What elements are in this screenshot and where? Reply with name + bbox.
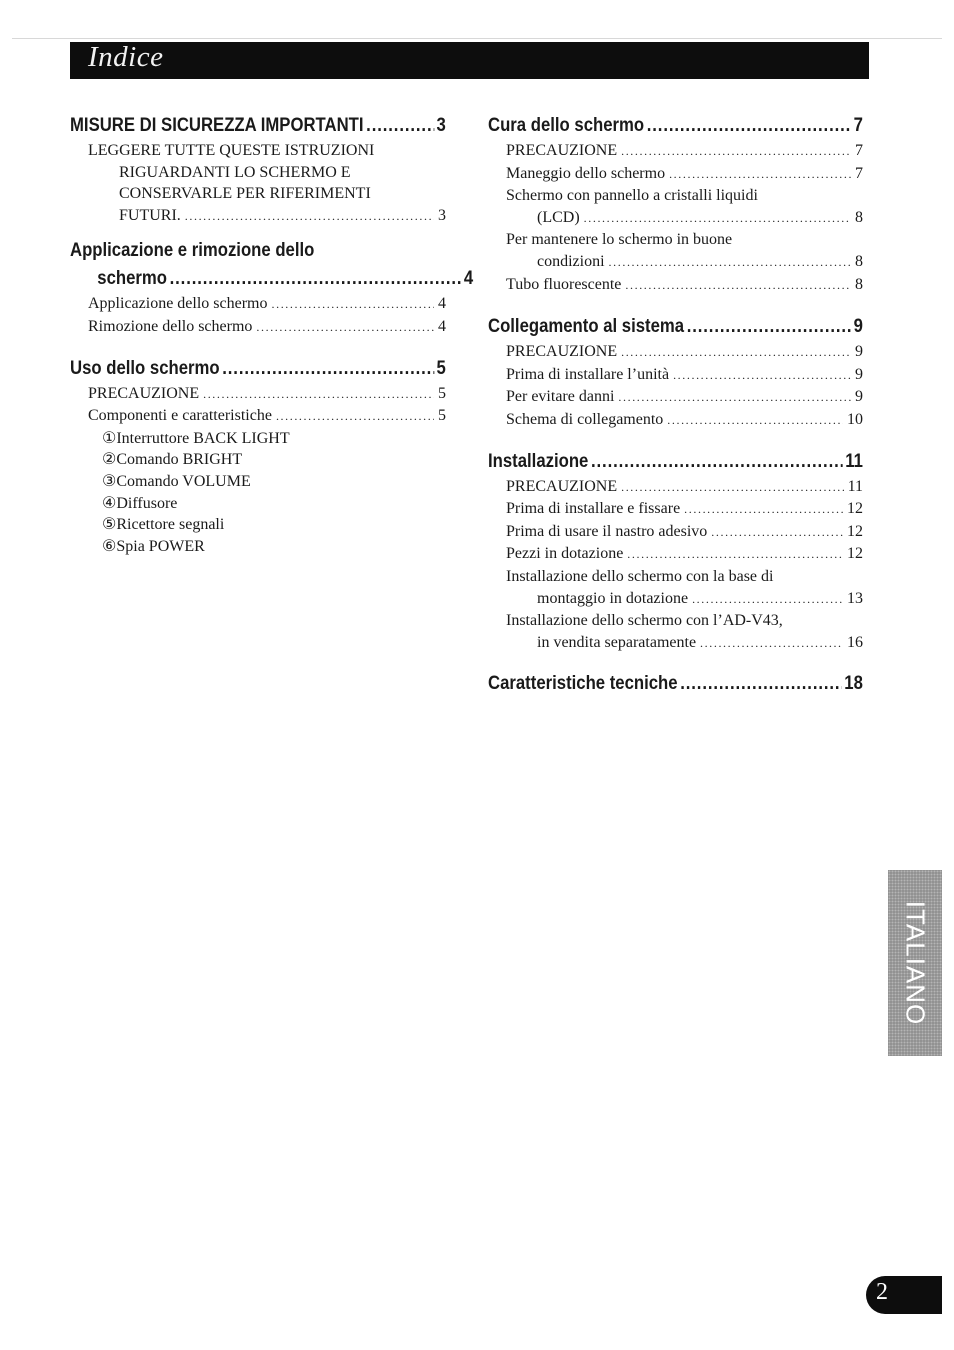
page-ref: 4: [438, 295, 446, 313]
entry-text: condizioni: [537, 252, 605, 270]
section-heading[interactable]: [70, 355, 446, 383]
leader-dots: [276, 406, 434, 428]
toc-entry[interactable]: [488, 341, 863, 364]
leader-dots: [669, 164, 851, 186]
toc-subitem: ④Diffusore: [102, 494, 178, 512]
toc-entry[interactable]: [488, 364, 863, 387]
language-tab-label: ITALIANO: [900, 900, 931, 1026]
leader-dots: [256, 317, 434, 339]
page-ref: 13: [847, 589, 863, 607]
section-heading-text: Cura dello schermo: [488, 115, 645, 136]
page-ref: 4: [438, 317, 446, 335]
leader-dots: [203, 384, 434, 406]
leader-dots: [625, 275, 851, 297]
page-ref: 3: [436, 115, 446, 136]
section-heading-text: Installazione: [488, 450, 589, 472]
toc-section-uso: [70, 355, 446, 558]
page-title: Indice: [88, 41, 164, 73]
entry-text: Prima di installare e fissare: [506, 500, 681, 518]
section-heading-text: schermo: [97, 268, 167, 290]
section-heading[interactable]: [488, 112, 863, 140]
page-ref: 12: [847, 522, 863, 540]
section-heading-line[interactable]: Applicazione e rimozione dello: [70, 240, 315, 262]
page-ref: 5: [438, 407, 446, 425]
toc-subitem: ①Interruttore BACK LIGHT: [102, 429, 290, 447]
leader-dots: [687, 313, 851, 341]
toc-entry[interactable]: [70, 205, 446, 228]
leader-dots: [366, 112, 434, 140]
toc-subitem: ⑤Ricettore segnali: [102, 516, 225, 534]
toc-entry[interactable]: [488, 498, 863, 521]
toc-subitem: ③Comando VOLUME: [102, 472, 251, 490]
toc-line: Per mantenere lo schermo in buone: [506, 231, 733, 249]
page-number-tab: [866, 1276, 942, 1314]
language-tab: [888, 870, 942, 1056]
entry-text: in vendita separatamente: [537, 633, 697, 651]
page-ref: 18: [844, 673, 863, 695]
section-heading[interactable]: [70, 265, 473, 293]
leader-dots: [621, 342, 851, 364]
section-heading-text: Uso dello schermo: [70, 357, 220, 379]
toc-entry[interactable]: [488, 476, 863, 499]
page-ref: 5: [438, 384, 446, 402]
toc-entry[interactable]: [70, 383, 446, 406]
entry-text: Componenti e caratteristiche: [88, 407, 272, 425]
entry-text: PRECAUZIONE: [88, 384, 200, 402]
entry-text: (LCD): [537, 208, 580, 226]
entry-text: Applicazione dello schermo: [88, 295, 268, 313]
section-heading[interactable]: [488, 313, 863, 341]
leader-dots: [667, 410, 843, 432]
page-ref: 11: [845, 450, 863, 472]
page-ref: 3: [438, 206, 446, 224]
leader-dots: [170, 265, 462, 293]
entry-text: Per evitare danni: [506, 388, 615, 406]
toc-entry[interactable]: [488, 588, 863, 611]
page-ref: 4: [463, 268, 474, 290]
page-ref: 9: [855, 388, 863, 406]
leader-dots: [711, 522, 843, 544]
entry-text: FUTURI.: [119, 206, 181, 224]
toc-entry[interactable]: [488, 163, 863, 186]
entry-text: Prima di usare il nastro adesivo: [506, 522, 708, 540]
entry-text: PRECAUZIONE: [506, 142, 618, 159]
toc-section-cura: [488, 112, 863, 296]
toc-entry[interactable]: [70, 316, 446, 339]
toc-entry[interactable]: [488, 409, 863, 432]
page-ref: 7: [853, 115, 863, 136]
toc-entry[interactable]: [488, 386, 863, 409]
top-rule: [12, 38, 942, 39]
toc-line: CONSERVARLE PER RIFERIMENTI: [119, 185, 371, 203]
section-heading[interactable]: [488, 670, 863, 698]
toc-entry[interactable]: [488, 274, 863, 297]
leader-dots: [680, 670, 841, 698]
toc-line: Installazione dello schermo con l’AD-V43,: [506, 612, 783, 630]
toc-subitem: ⑥Spia POWER: [102, 537, 205, 555]
page-ref: 7: [855, 164, 863, 182]
page-ref: 12: [847, 500, 863, 518]
leader-dots: [673, 365, 851, 387]
entry-text: PRECAUZIONE: [506, 343, 618, 361]
toc-section-applicazione: [70, 237, 474, 338]
leader-dots: [185, 206, 434, 228]
page-number: 2: [876, 1279, 888, 1305]
entry-text: Pezzi in dotazione: [506, 545, 624, 563]
page-ref: 8: [855, 252, 863, 270]
page-ref: 10: [847, 410, 863, 428]
toc-entry[interactable]: [70, 293, 446, 316]
page-ref: 9: [853, 316, 863, 338]
leader-dots: [647, 112, 851, 140]
leader-dots: [692, 589, 843, 611]
toc-entry[interactable]: [488, 140, 863, 163]
leader-dots: [272, 294, 435, 316]
toc-line: Schermo con pannello a cristalli liquidi: [506, 187, 758, 205]
leader-dots: [222, 355, 434, 383]
entry-text: Rimozione dello schermo: [88, 317, 253, 335]
entry-text: Tubo fluorescente: [506, 275, 622, 293]
entry-text: Schema di collegamento: [506, 410, 664, 428]
toc-entry[interactable]: [488, 521, 863, 544]
toc-right-column: [488, 112, 863, 698]
toc-line: LEGGERE TUTTE QUESTE ISTRUZIONI: [88, 142, 375, 159]
toc-entry[interactable]: [488, 632, 863, 655]
leader-dots: [618, 387, 851, 409]
section-heading[interactable]: [70, 112, 446, 140]
toc-section-collegamento: [488, 313, 863, 431]
toc-entry[interactable]: [488, 543, 863, 566]
toc-entry[interactable]: [488, 251, 863, 274]
toc-entry[interactable]: [70, 405, 446, 428]
leader-dots: [591, 448, 843, 476]
toc-subitem: ②Comando BRIGHT: [102, 451, 243, 469]
toc-entry[interactable]: [488, 207, 863, 230]
leader-dots: [684, 499, 843, 521]
entry-text: Maneggio dello schermo: [506, 164, 666, 182]
section-heading-text: Caratteristiche tecniche: [488, 673, 678, 695]
entry-text: PRECAUZIONE: [506, 477, 618, 495]
toc-section-caratteristiche: [488, 670, 863, 698]
toc-section-sicurezza: [70, 112, 446, 227]
leader-dots: [584, 208, 851, 230]
page-ref: 9: [855, 365, 863, 383]
page-ref: 7: [855, 142, 863, 159]
page-ref: 5: [436, 357, 446, 379]
leader-dots: [700, 633, 843, 655]
toc-line: Installazione dello schermo con la base di: [506, 567, 774, 585]
leader-dots: [621, 141, 851, 163]
entry-text: Prima di installare l’unità: [506, 365, 670, 383]
leader-dots: [621, 477, 843, 499]
page-ref: 11: [847, 477, 863, 495]
toc-left-column: [70, 112, 474, 557]
page-ref: 12: [847, 545, 863, 563]
page-ref: 16: [847, 633, 863, 651]
leader-dots: [609, 252, 851, 274]
section-heading-text: MISURE DI SICUREZZA IMPORTANTI: [70, 115, 364, 136]
section-heading-text: Collegamento al sistema: [488, 316, 685, 338]
title-banner: [70, 42, 869, 79]
page-ref: 9: [855, 343, 863, 361]
leader-dots: [627, 544, 843, 566]
entry-text: montaggio in dotazione: [537, 589, 689, 607]
page-ref: 8: [855, 275, 863, 293]
toc-section-installazione: [488, 448, 863, 655]
page-ref: 8: [855, 208, 863, 226]
toc-line: RIGUARDANTI LO SCHERMO E: [119, 163, 351, 181]
section-heading[interactable]: [488, 448, 863, 476]
